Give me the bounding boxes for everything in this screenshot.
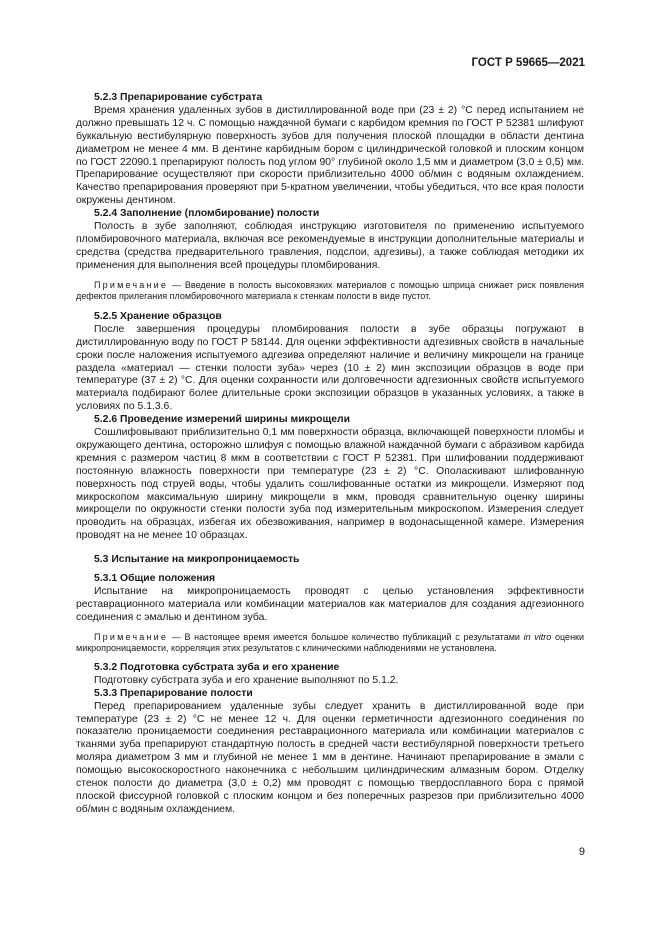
- section-5-2-3-title: 5.2.3 Препарирование субстрата: [94, 92, 263, 103]
- note-2: Примечание — В настоящее время имеется большое количество публикаций с результатами in vitro оценки микропроницаемости, корреляция этих результатов с клиническими наблюдениями не установлена.: [76, 631, 585, 654]
- section-5-2-6-title: 5.2.6 Проведение измерений ширины микрощели: [94, 414, 351, 426]
- section-5-3-2-text: Подготовку субстрата зуба и его хранение выполняют по 5.1.2.: [94, 674, 399, 686]
- note-1: Примечание — Введение в полость высоковязких материалов с помощью шприца снижает риск появления дефектов прилегания пломбировочного материала к стенкам полости в виде пустот.: [76, 279, 584, 302]
- section-5-2-5-title: 5.2.5 Хранение образцов: [94, 310, 222, 322]
- section-5-2-4-title: 5.2.4 Заполнение (пломбирование) полости: [94, 208, 320, 220]
- section-5-2-4-text: Полость в зубе заполняют, соблюдая инструкцию изготовителя по применению испытуемого пломбировочного материала, включая все рекомендуемые в инструкции дополнительные материалы и средства (средства предварительного травления, подслои, адгезивы), а также соблюдая методики их применения для выполнения всей процедуры пломбирования.: [76, 221, 584, 271]
- section-5-3-title: 5.3 Испытание на микропроницаемость: [94, 554, 300, 566]
- section-5-3-2-title: 5.3.2 Подготовка субстрата зуба и его хранение: [94, 661, 340, 673]
- document-id: ГОСТ Р 59665—2021: [471, 57, 585, 69]
- page-number: 9: [578, 846, 585, 858]
- section-5-3-1-title: 5.3.1 Общие положения: [94, 573, 216, 585]
- section-5-3-3-text: Перед препарированием удаленные зубы следует хранить в дистиллированной воде при температуре (23 ± 2) °С не менее 12 ч. Для оценки герметичности адгезионного соединения по показателю проницаемости соединения реставрационного материала или комбинации материалов с тканями зуба препарируют стандартную полость в средней части вестибулярной поверхности третьего моляра диаметром 3 мм и глубиной не менее 1 мм в дентине. Начинают препарирование в эмали с помощью высокоскоростного наконечника с небольшим цилиндрическим алмазным бором. Отделку стенок полости до диаметра (3,0 ± 0,2) мм проводят с помощью твердосплавного бора с прямой плоской фиссурной головкой с плоским концом и без поперечных разрезов при приблизительно 4000 об/мин с водяным охлаждением.: [76, 700, 584, 815]
- section-5-2-5-text: После завершения процедуры пломбирования полости в зубе образцы погружают в дистиллированную воду по ГОСТ Р 58144. Для оценки эффективности адгезивных свойств в начальные сроки после наложения испытуемого адгезива определяют наличие и величину микрощели на границе раздела «материал — стенки полости зуба» через (10 ± 2) мин экспозиции образцов в воде при температуре (37 ± 2) °С. Для оценки сохранности или долговечности адгезионных свойств испытуемого материала подбирают более длительные сроки экспозиции образцов в указанных условиях, а также в условиях по 5.1.3.6.: [76, 323, 584, 413]
- section-5-3-1-text: Испытание на микропроницаемость проводят с целью установления эффективности реставрационного материала или комбинации материалов как материалов для создания адгезионного соединения с эмалью и дентином зуба.: [76, 586, 584, 623]
- page-body: [76, 92, 584, 817]
- section-5-2-6-text: Сошлифовывают приблизительно 0,1 мм поверхности образца, включающей поверхности пломбы и окружающего дентина, осторожно шлифуя с помощью влажной наждачной бумаги с абразивом карбида кремния с размером частиц 8 мкм в соответствии с ГОСТ Р 52381. При шлифовании поддерживают постоянную влажность поверхности при температуре (23 ± 2) °С. Ополаскивают шлифованную поверхность под струей воды, чтобы удалить сошлифованные остатки из микрощели. Измеряют под микроскопом максимальную ширину микрощели в мкм, проводя сравнительную оценку ширины микрощели по окружности стенки полости зуба под измерительным микроскопом. Измерения следует проводить на образцах, избегая их обезвоживания, например в водонасыщенной камере. Измерения проводят на не менее 10 образцах.: [76, 427, 584, 542]
- section-5-3-3-title: 5.3.3 Препарирование полости: [94, 687, 253, 699]
- section-5-2-3-text: Время хранения удаленных зубов в дистиллированной воде при (23 ± 2) °С перед испытанием не должно превышать 12 ч. С помощью наждачной бумаги с карбидом кремния по ГОСТ Р 52381 шлифуют буккальную вестибулярную поверхность зубов для получения плоской площадки в области дентина диаметром не менее 4 мм. В дентине карбидным бором с цилиндрической головкой и плоским концом по ГОСТ 22090.1 препарируют полость под углом 90° глубиной около 1,5 мм и диаметром (3,0 ± 0,5) мм. Препарирование осуществляют при скорости приблизительно 4000 об/мин с водяным охлаждением. Качество препарирования проверяют при 5-кратном увеличении, чтобы убедиться, что все края полости окружены дентином.: [76, 104, 584, 207]
